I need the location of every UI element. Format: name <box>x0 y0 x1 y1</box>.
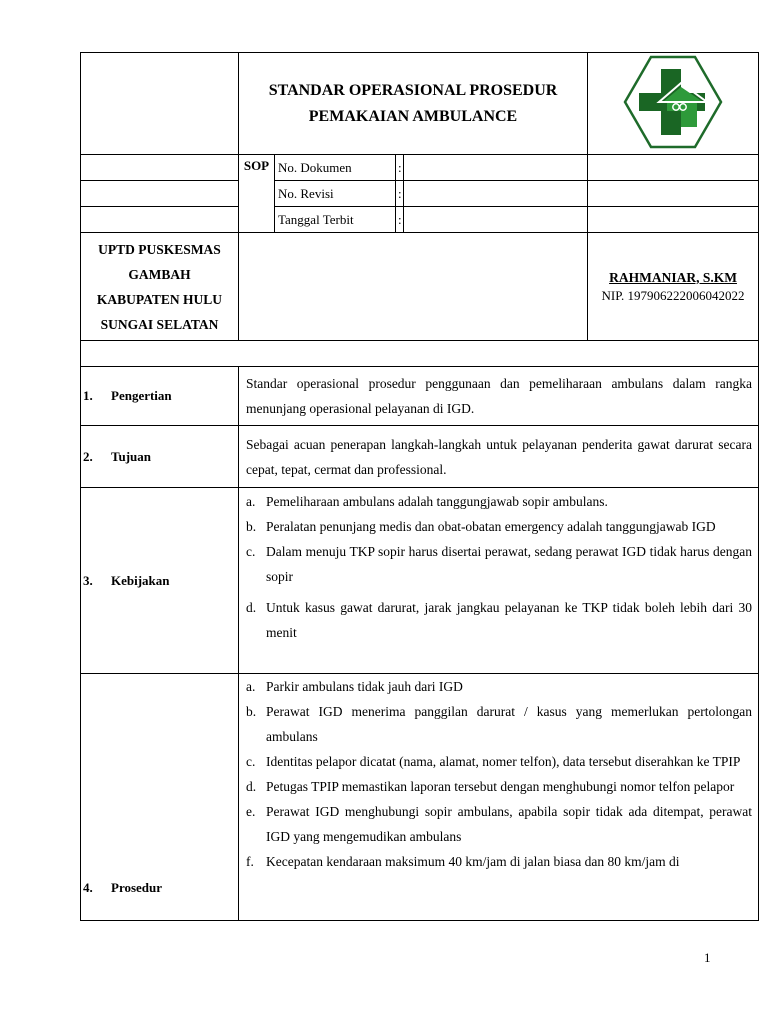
document-title <box>239 53 588 155</box>
list-item <box>246 595 752 645</box>
field-colon: : <box>396 155 404 181</box>
field-value <box>404 181 588 207</box>
org-signature-row <box>81 233 759 341</box>
field-label: No. Revisi <box>275 181 396 207</box>
blank-cell <box>81 341 759 367</box>
field-row-revision <box>81 181 759 207</box>
blank-cell <box>81 207 239 233</box>
section-list <box>239 488 759 674</box>
signatory-nip: NIP. 197906222006042022 <box>601 287 745 303</box>
org-line: GAMBAH <box>128 266 191 282</box>
field-label: No. Dokumen <box>275 155 396 181</box>
org-line: SUNGAI SELATAN <box>100 316 219 332</box>
list-text: Petugas TPIP memastikan laporan tersebut dengan menghubungi nomor telfon pelapor <box>266 779 735 794</box>
section-label <box>81 674 239 921</box>
org-line: KABUPATEN HULU <box>96 291 223 307</box>
blank-cell <box>588 155 759 181</box>
field-colon: : <box>396 181 404 207</box>
blank-cell <box>81 53 239 155</box>
list-text: Peralatan penunjang medis dan obat-obatan emergency adalah tanggungjawab IGD <box>266 519 716 534</box>
list-item <box>246 749 752 774</box>
section-list <box>239 674 759 921</box>
signatory-name: RAHMANIAR, S.KM <box>609 269 737 285</box>
list-text: Pemeliharaan ambulans adalah tanggungjawab sopir ambulans. <box>266 494 608 509</box>
sop-table <box>80 52 759 921</box>
policy-list <box>246 489 752 645</box>
header-title-row <box>81 53 759 155</box>
org-line: UPTD PUSKESMAS <box>98 241 221 257</box>
field-row-document-number <box>81 155 759 181</box>
list-item <box>246 849 752 874</box>
organization-name <box>81 233 239 341</box>
list-text: Untuk kasus gawat darurat, jarak jangkau pelayanan ke TKP tidak boleh lebih dari 30 menit <box>266 600 753 640</box>
blank-cell <box>81 155 239 181</box>
section-title: Kebijakan <box>111 572 170 588</box>
section-number: 2. <box>83 448 93 464</box>
section-number: 3. <box>83 572 93 588</box>
field-colon: : <box>396 207 404 233</box>
section-purpose <box>81 426 759 488</box>
section-title: Prosedur <box>111 880 163 895</box>
field-value <box>404 207 588 233</box>
section-procedure <box>81 674 759 921</box>
list-text: Identitas pelapor dicatat (nama, alamat, nomer telfon), data tersebut diserahkan ke TPIP <box>266 754 741 769</box>
field-row-issue-date <box>81 207 759 233</box>
list-text: Kecepatan kendaraan maksimum 40 km/jam di jalan biasa dan 80 km/jam di <box>266 854 680 869</box>
list-item <box>246 514 752 539</box>
spacer-row <box>81 341 759 367</box>
section-label <box>81 488 239 674</box>
section-label <box>81 426 239 488</box>
list-marker: e. <box>246 804 256 819</box>
section-title: Tujuan <box>111 448 151 464</box>
section-definition <box>81 367 759 426</box>
list-marker: a. <box>246 494 256 509</box>
page-number: 1 <box>704 950 711 965</box>
section-number: 1. <box>83 388 93 403</box>
list-item <box>246 489 752 514</box>
list-item <box>246 539 752 589</box>
list-marker: c. <box>246 754 256 769</box>
list-text: Perawat IGD menerima panggilan darurat / kasus yang memerlukan pertolongan ambulans <box>266 704 753 744</box>
sop-document <box>80 52 758 921</box>
section-text: Standar operasional prosedur penggunaan dan pemeliharaan ambulans dalam rangka menunjang operasional pelayanan di IGD. <box>239 367 759 426</box>
blank-cell <box>81 181 239 207</box>
section-number: 4. <box>83 880 93 895</box>
list-marker: b. <box>246 704 257 719</box>
list-marker: d. <box>246 779 257 794</box>
list-item <box>246 774 752 799</box>
list-item <box>246 799 752 849</box>
list-item <box>246 699 752 749</box>
list-text: Parkir ambulans tidak jauh dari IGD <box>266 679 463 694</box>
section-policy <box>81 488 759 674</box>
field-label: Tanggal Terbit <box>275 207 396 233</box>
list-marker: d. <box>246 600 257 615</box>
blank-cell <box>588 181 759 207</box>
title-line-2: PEMAKAIAN AMBULANCE <box>308 107 518 125</box>
signatory-block <box>588 233 759 341</box>
list-marker: f. <box>246 854 254 869</box>
list-text: Perawat IGD menghubungi sopir ambulans, apabila sopir tidak ada ditempat, perawat IGD yang mengemudikan ambulans <box>266 804 753 844</box>
list-item <box>246 674 752 699</box>
blank-cell <box>239 233 588 341</box>
sop-label: SOP <box>239 155 275 233</box>
section-title: Pengertian <box>111 388 172 403</box>
puskesmas-logo-icon <box>621 55 725 149</box>
field-value <box>404 155 588 181</box>
logo-cell <box>588 53 759 155</box>
blank-cell <box>588 207 759 233</box>
title-line-1: STANDAR OPERASIONAL PROSEDUR <box>268 81 558 99</box>
list-marker: b. <box>246 519 257 534</box>
list-marker: a. <box>246 679 256 694</box>
section-label <box>81 367 239 426</box>
list-marker: c. <box>246 544 256 559</box>
list-text: Dalam menuju TKP sopir harus disertai perawat, sedang perawat IGD tidak harus dengan sopir <box>266 544 753 584</box>
section-text: Sebagai acuan penerapan langkah-langkah untuk pelayanan penderita gawat darurat secara cepat, tepat, cermat dan professional. <box>239 426 759 488</box>
procedure-list <box>246 674 752 874</box>
